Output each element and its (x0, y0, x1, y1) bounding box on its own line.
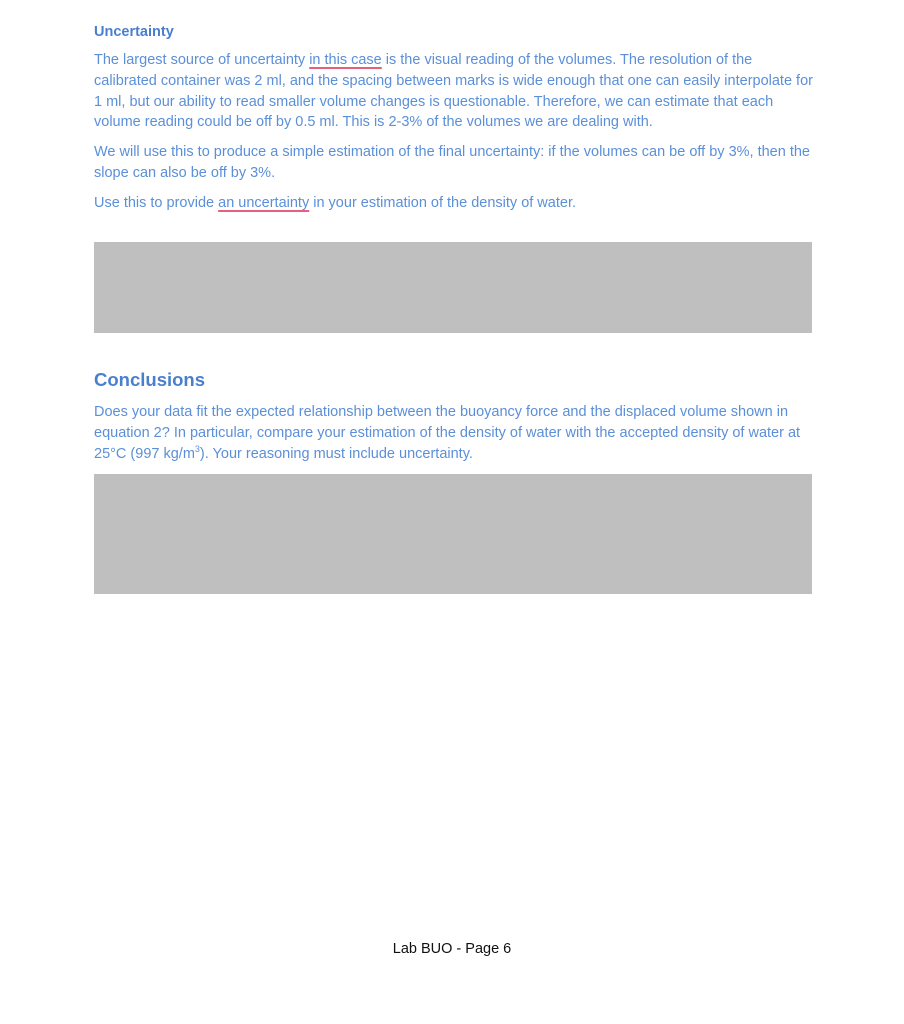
conclusions-heading: Conclusions (94, 369, 206, 390)
uncertainty-p3-text-c: in your estimation of the density of water. (309, 194, 576, 211)
uncertainty-paragraph-1 (94, 50, 814, 133)
spellcheck-underlined-phrase[interactable]: an uncertainty (218, 194, 310, 211)
uncertainty-p3-text-a: Use this to provide (94, 194, 219, 211)
conclusions-paragraph (94, 402, 814, 464)
uncertainty-paragraph-3 (94, 193, 814, 214)
conclusions-text-b: ). Your reasoning must include uncertainty. (199, 445, 473, 462)
uncertainty-answer-box[interactable] (94, 242, 812, 333)
uncertainty-p1-text-c: is the visual reading of the volumes. The resolution of the calibrated container was 2 ml, and the spacing between marks is wide enough that one can easily interpolate for 1 ml, but our ability to read smaller volume changes is questionable. Therefore, we can estimate that each volume reading could be off by 0.5 ml. This is 2-3% of the volumes we are dealing with. (94, 52, 813, 131)
conclusions-text-a: Does your data fit the expected relationship between the buoyancy force and the displaced volume shown in equation 2? In particular, compare your estimation of the density of water with the accepted density of water at 25°C (997 kg/m (94, 404, 801, 462)
uncertainty-paragraph-2: We will use this to produce a simple estimation of the final uncertainty: if the volumes can be off by 3%, then the slope can also be off by 3%. (94, 144, 810, 181)
uncertainty-p1-text-a: The largest source of uncertainty (94, 52, 310, 68)
uncertainty-section (94, 20, 814, 223)
spellcheck-underlined-phrase[interactable]: in this case (309, 52, 382, 68)
page-footer: Lab BUO - Page 6 (392, 941, 512, 957)
superscript-exponent: 3 (194, 443, 200, 454)
conclusions-section (94, 367, 814, 473)
conclusions-answer-box[interactable] (94, 474, 812, 594)
uncertainty-heading: Uncertainty (94, 24, 174, 40)
